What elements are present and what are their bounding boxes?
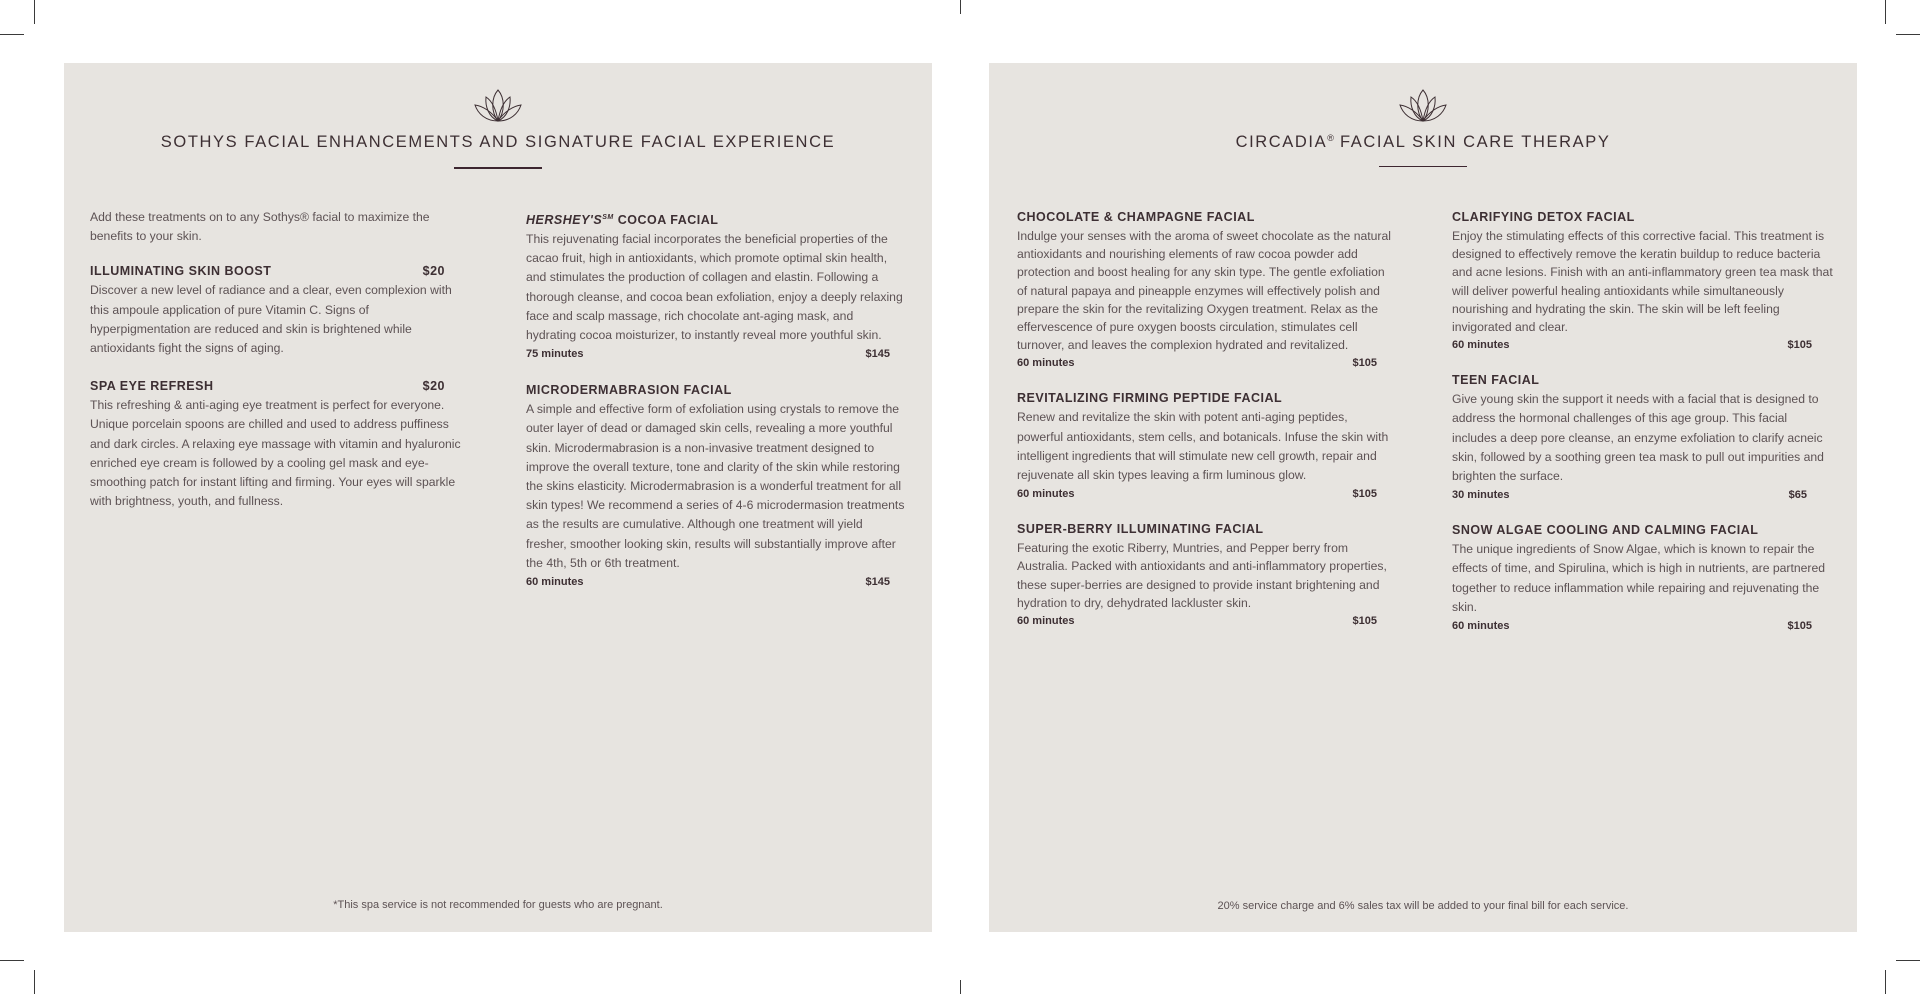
crop-mark bbox=[960, 0, 961, 14]
item-duration: 60 minutes bbox=[1017, 488, 1075, 501]
title-underline bbox=[1379, 166, 1467, 167]
crop-mark bbox=[34, 0, 35, 24]
menu-item bbox=[90, 377, 462, 511]
item-description: This refreshing & anti-aging eye treatment is perfect for everyone. Unique porcelain spoons are chilled and used to address puffiness and dark circles. A relaxing eye massage with vitamin and hyaluronic enriched eye cream is followed by a cooling gel mask and eye-smoothing patch for instant lifting and firming. Your eyes will sparkle with brightness, youth, and fullness. bbox=[90, 398, 461, 509]
item-description: Renew and revitalize the skin with potent anti-aging peptides, powerful antioxidants, stem cells, and botanicals. Infuse the skin with intelligent ingredients that will stimulate new cell growth, repair and rejuvenate all skin types leaving a firm luminous glow. bbox=[1017, 410, 1389, 483]
page-title: CIRCADIA® FACIAL SKIN CARE THERAPY bbox=[1235, 133, 1611, 151]
crop-mark bbox=[0, 34, 24, 35]
crop-mark bbox=[0, 960, 24, 961]
item-name: CHOCOLATE & CHAMPAGNE FACIAL bbox=[1017, 210, 1255, 224]
menu-item bbox=[90, 262, 462, 358]
item-duration: 60 minutes bbox=[1017, 357, 1075, 370]
circadia-column-1 bbox=[1017, 208, 1397, 629]
item-name: CLARIFYING DETOX FACIAL bbox=[1452, 210, 1635, 224]
item-description: Discover a new level of radiance and a clear, even complexion with this ampoule application of pure Vitamin C. Signs of hyperpigmentation are reduced and skin is brightened while antioxidants fight the signs of aging. bbox=[90, 283, 452, 356]
item-duration: 75 minutes bbox=[526, 348, 584, 361]
item-duration: 60 minutes bbox=[1452, 620, 1510, 633]
item-price: $105 bbox=[1352, 488, 1377, 501]
item-description: The unique ingredients of Snow Algae, which is known to repair the effects of time, and Spirulina, which is high in nutrients, are partnered together to reduce inflammation while repairing and rejuvenating the skin. bbox=[1452, 542, 1826, 614]
enhancements-column bbox=[90, 208, 462, 511]
item-price: $20 bbox=[422, 379, 445, 394]
right-menu-page bbox=[989, 63, 1857, 932]
menu-item bbox=[526, 381, 906, 590]
item-price: $145 bbox=[865, 576, 890, 589]
item-price: $145 bbox=[865, 348, 890, 361]
menu-item bbox=[526, 208, 906, 362]
item-description: Enjoy the stimulating effects of this corrective facial. This treatment is designed to effectively remove the keratin buildup to reduce bacteria and acne lesions. Finish with an anti-inflammatory green tea mask that will deliver powerful healing antioxidants while simultaneously nourishing and hydrating the skin. The skin will be left feeling invigorated and clear. bbox=[1452, 229, 1833, 335]
item-description: A simple and effective form of exfoliation using crystals to remove the outer layer of dead or damaged skin cells, revealing a more youthful skin. Microdermabrasion is a non-invasive treatment designed to improve the overall texture, tone and clarity of the skin while restoring the skins elasticity. Microdermabrasion is a wonderful treatment for all skin types! We recommend a series of 4-6 microdermasion treatments as the results are cumulative. Although one treatment will yield fresher, smoother looking skin, results will substantially improve after the 4th, 5th or 6th treatment. bbox=[526, 402, 905, 570]
signature-facials-column bbox=[526, 208, 906, 590]
item-description: Indulge your senses with the aroma of sweet chocolate as the natural antioxidants and nourishing elements of raw cocoa powder add protection and boost healing for any skin type. The gentle exfoliation of natural papaya and pineapple enzymes will effectively polish and prepare the skin for the revitalizing Oxygen treatment. Relax as the effervescence of pure oxygen boosts circulation, stimulates cell turnover, and leaves the complexion hydrated and revitalized. bbox=[1017, 229, 1391, 353]
crop-mark bbox=[1885, 970, 1886, 994]
title-underline bbox=[454, 167, 542, 169]
item-duration: 30 minutes bbox=[1452, 489, 1510, 502]
item-description: This rejuvenating facial incorporates the beneficial properties of the cacao fruit, high in antioxidants, which promote optimal skin health, and stimulates the production of collagen and elastin. Following a thorough cleanse, and cocoa bean exfoliation, enjoy a deeply relaxing face and scalp massage, rich chocolate ant-aging mask, and hydrating cocoa moisturizer, to instantly reveal more youthful skin. bbox=[526, 232, 903, 343]
item-name: SPA EYE REFRESH bbox=[90, 379, 214, 394]
page-title: SOTHYS FACIAL ENHANCEMENTS AND SIGNATURE FACIAL EXPERIENCE bbox=[160, 133, 836, 151]
item-duration: 60 minutes bbox=[526, 576, 584, 589]
lotus-icon bbox=[472, 87, 524, 123]
menu-item bbox=[1017, 208, 1397, 371]
item-name: MICRODERMABRASION FACIAL bbox=[526, 383, 732, 398]
menu-item bbox=[1452, 371, 1834, 503]
crop-mark bbox=[1896, 960, 1920, 961]
item-name: SUPER-BERRY ILLUMINATING FACIAL bbox=[1017, 522, 1264, 537]
item-price: $20 bbox=[422, 264, 445, 279]
item-duration: 60 minutes bbox=[1452, 339, 1510, 352]
item-price: $105 bbox=[1787, 339, 1812, 352]
service-charge-footnote: 20% service charge and 6% sales tax will be added to your final bill for each service. bbox=[1217, 900, 1629, 912]
item-price: $105 bbox=[1352, 615, 1377, 628]
crop-mark bbox=[1885, 0, 1886, 24]
item-description: Give young skin the support it needs with a facial that is designed to address the hormonal challenges of this age group. This facial includes a deep pore cleanse, an enzyme exfoliation to clarify acneic skin, followed by a soothing green tea mask to pull out impurities and brighten the surface. bbox=[1452, 392, 1824, 484]
menu-item bbox=[1017, 389, 1397, 502]
lotus-icon bbox=[1397, 87, 1449, 123]
item-price: $65 bbox=[1788, 489, 1807, 502]
pregnancy-footnote: *This spa service is not recommended for guests who are pregnant. bbox=[333, 899, 663, 911]
item-name: SNOW ALGAE COOLING AND CALMING FACIAL bbox=[1452, 523, 1759, 538]
item-name: REVITALIZING FIRMING PEPTIDE FACIAL bbox=[1017, 391, 1283, 406]
crop-mark bbox=[34, 970, 35, 994]
circadia-column-2 bbox=[1452, 208, 1834, 634]
menu-item bbox=[1452, 208, 1834, 353]
menu-item bbox=[1017, 520, 1397, 629]
item-description: Featuring the exotic Riberry, Muntries, and Pepper berry from Australia. Packed with antioxidants and anti-inflammatory properties, these super-berries are designed to provide instant brightening and hydration to dry, dehydrated lackluster skin. bbox=[1017, 541, 1387, 610]
item-price: $105 bbox=[1352, 357, 1377, 370]
left-menu-page bbox=[64, 63, 932, 932]
crop-mark bbox=[960, 980, 961, 994]
item-name: TEEN FACIAL bbox=[1452, 373, 1540, 388]
intro-text: Add these treatments on to any Sothys® facial to maximize the benefits to your skin. bbox=[90, 210, 430, 244]
crop-mark bbox=[1896, 34, 1920, 35]
item-duration: 60 minutes bbox=[1017, 615, 1075, 628]
item-name: ILLUMINATING SKIN BOOST bbox=[90, 264, 272, 279]
menu-item bbox=[1452, 521, 1834, 634]
item-price: $105 bbox=[1787, 620, 1812, 633]
item-name: HERSHEY'S℠ COCOA FACIAL bbox=[526, 213, 719, 227]
